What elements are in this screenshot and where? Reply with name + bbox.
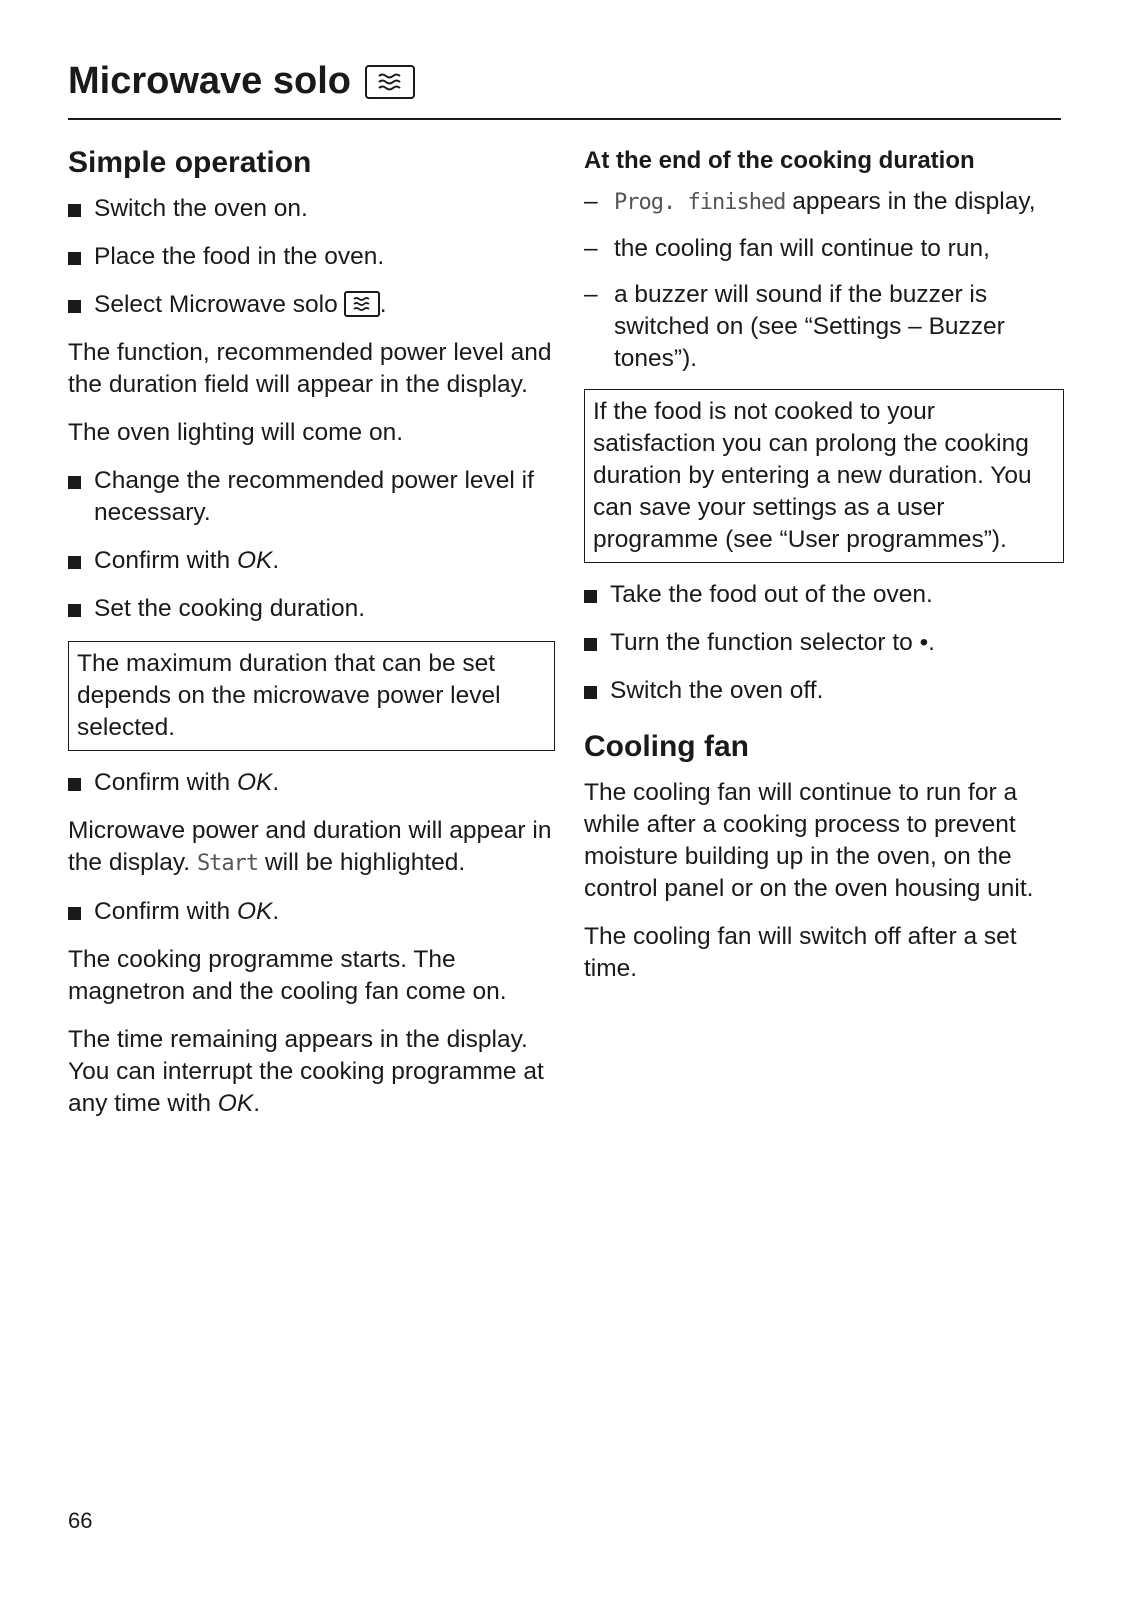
right-column: [584, 145, 1064, 1001]
confirm-prefix: Confirm with: [94, 769, 237, 796]
confirm-period: .: [272, 769, 280, 796]
page-title-text: Microwave solo: [68, 60, 351, 102]
step-confirm-ok: [68, 896, 555, 928]
ok-label: OK: [236, 898, 273, 925]
microwave-waves-icon: [344, 291, 380, 317]
step-set-duration: Set the cooking duration.: [68, 593, 555, 625]
dash-item-prog-finished: [584, 186, 1064, 219]
paragraph-cooling-fan-run: The cooling fan will continue to run for a while after a cooking process to prevent moisture building up in the oven, on the control panel or on the oven housing unit.: [584, 779, 1034, 903]
step-confirm-ok: [68, 767, 555, 799]
paragraph-lighting: The oven lighting will come on.: [68, 419, 404, 446]
header-rule: [68, 118, 1061, 120]
left-column: [68, 145, 555, 1136]
paragraph-text: The time remaining appears in the display. You can interrupt the cooking programme at any time with: [68, 1026, 544, 1117]
step-take-food-out: Take the food out of the oven.: [584, 579, 1064, 611]
step-confirm-ok: [68, 545, 555, 577]
step-place-food: Place the food in the oven.: [68, 241, 555, 273]
step-turn-selector: Turn the function selector to •.: [584, 627, 1064, 659]
confirm-prefix: Confirm with: [94, 898, 237, 925]
dash-item-cooling-fan: – the cooling fan will continue to run,: [584, 233, 1064, 265]
ok-label: OK: [236, 547, 273, 574]
paragraph-function-display: The function, recommended power level and the duration field will appear in the display.: [68, 339, 552, 398]
page-number: 66: [68, 1508, 93, 1533]
page-title: [68, 62, 415, 100]
confirm-period: .: [272, 898, 280, 925]
display-text-prog-finished: Prog. finished: [614, 190, 786, 216]
paragraph-cooling-fan-off: The cooling fan will switch off after a set time.: [584, 923, 1017, 983]
step-change-power: Change the recommended power level if necessary.: [68, 465, 555, 529]
confirm-period: .: [272, 547, 280, 574]
step-switch-off: Switch the oven off.: [584, 675, 1064, 707]
confirm-prefix: Confirm with: [94, 547, 237, 574]
paragraph-text: Microwave power and duration will appear in the display.: [68, 817, 552, 876]
step-select-microwave: [68, 289, 555, 321]
step-select-text: Select Microwave solo: [94, 291, 338, 318]
note-box-prolong-duration: If the food is not cooked to your satisfaction you can prolong the cooking duration by entering a new duration. You can save your settings as a user programme (see “User programmes”).: [584, 389, 1064, 563]
microwave-waves-icon: [365, 65, 415, 99]
note-box-max-duration: The maximum duration that can be set depends on the microwave power level selected.: [68, 641, 555, 751]
dash-item-text: appears in the display,: [785, 188, 1036, 216]
ok-label: OK: [236, 769, 273, 796]
ok-label: OK: [217, 1090, 254, 1117]
display-text-start: Start: [196, 851, 259, 876]
section-heading-end-of-duration: At the end of the cooking duration: [584, 147, 975, 174]
dash-item-buzzer: – a buzzer will sound if the buzzer is switched on (see “Settings – Buzzer tones”).: [584, 279, 1064, 375]
step-select-end: .: [379, 291, 387, 318]
paragraph-power-duration: [68, 815, 555, 880]
paragraph-text: will be highlighted.: [258, 849, 466, 876]
paragraph-time-remaining: [68, 1024, 555, 1120]
paragraph-programme-starts: The cooking programme starts. The magnetron and the cooling fan come on.: [68, 946, 507, 1005]
section-heading-simple-operation: Simple operation: [68, 146, 312, 179]
paragraph-period: .: [253, 1090, 260, 1117]
section-heading-cooling-fan: Cooling fan: [584, 730, 749, 764]
step-switch-on: Switch the oven on.: [68, 193, 555, 225]
